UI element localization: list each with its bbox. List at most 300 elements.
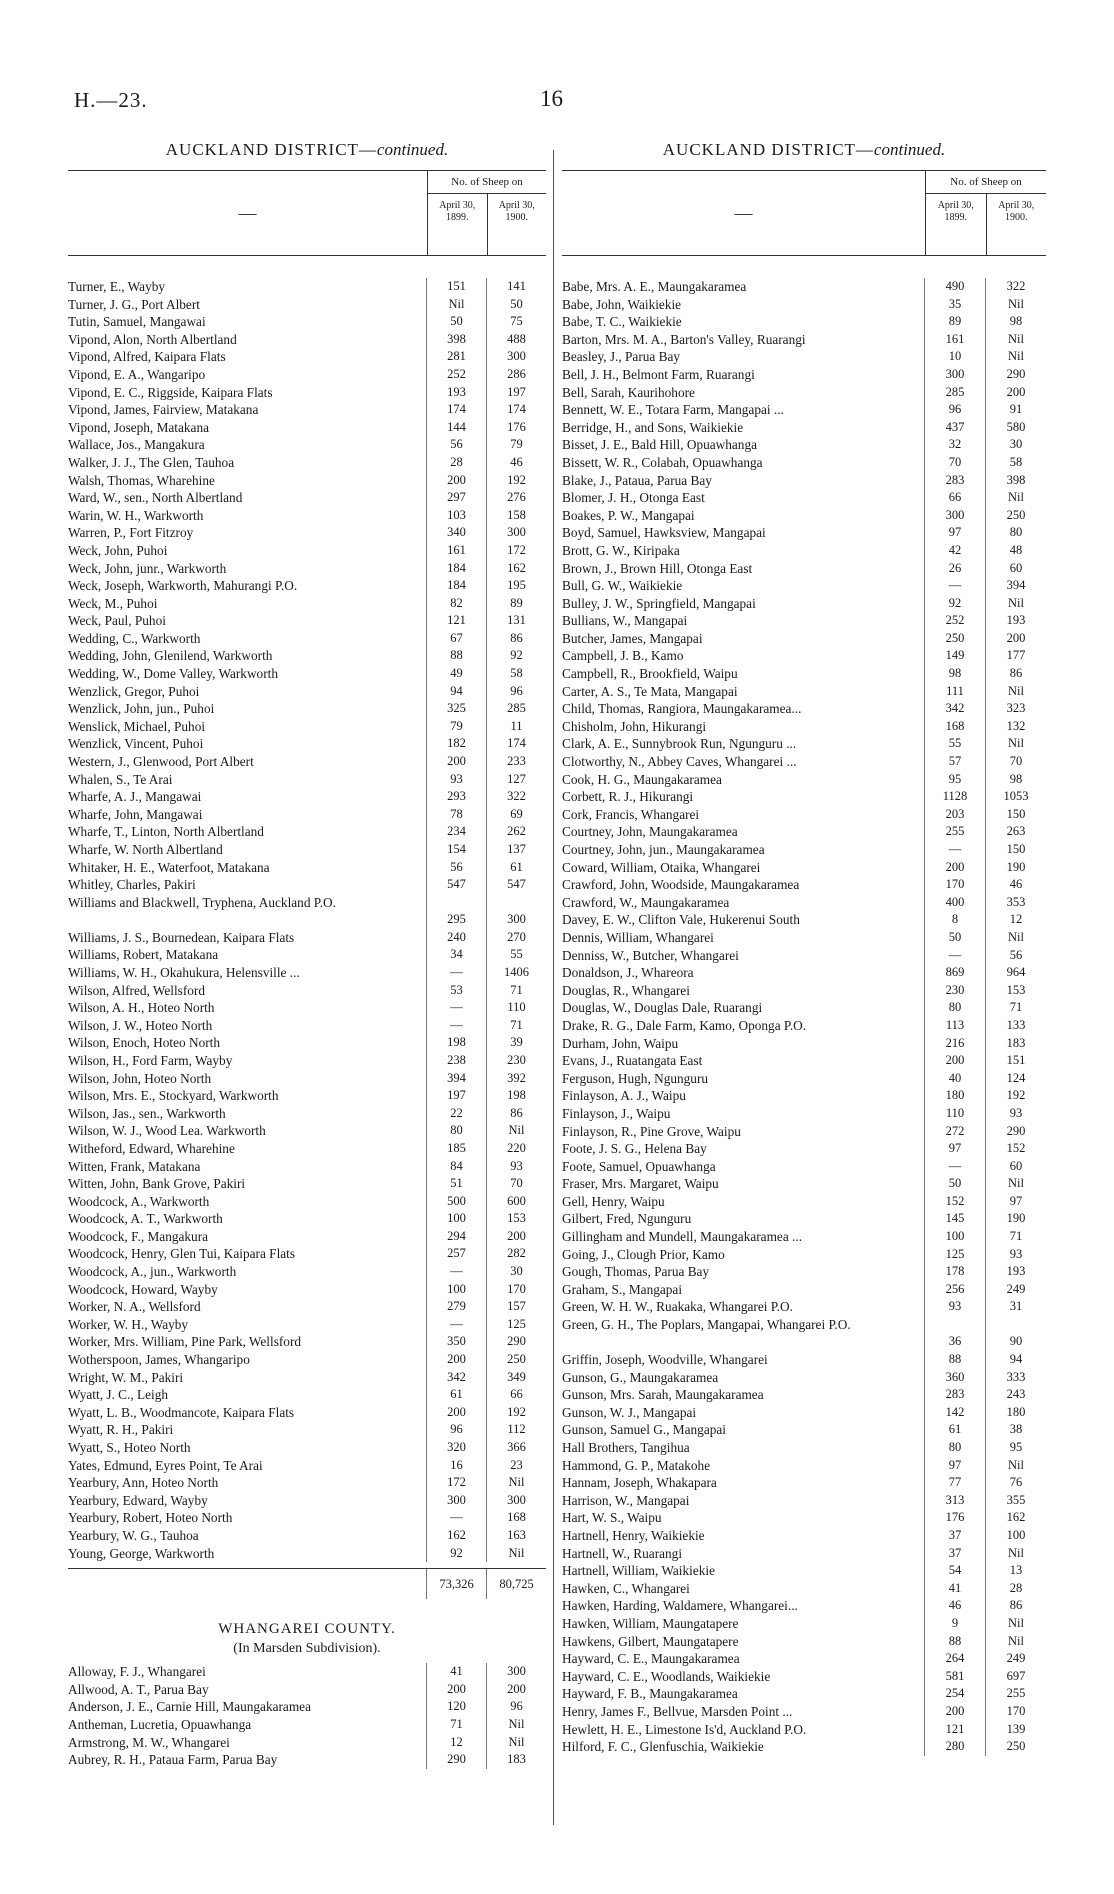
sheep-count-1900: 98 (985, 771, 1046, 789)
sheep-count-1900: 95 (985, 1439, 1046, 1457)
left-total-1899: 73,326 (426, 1569, 486, 1599)
sheep-count-1899: — (924, 1158, 985, 1176)
table-row (68, 1140, 546, 1158)
right-rows (562, 278, 1046, 1756)
table-row (68, 771, 546, 789)
table-row (562, 1492, 1046, 1510)
sheep-count-1899: 40 (924, 1070, 985, 1088)
holder-name: Wilson, A. H., Hoteo North (68, 1000, 215, 1016)
right-header-year-1899: April 30, 1899. (937, 200, 974, 223)
table-row (68, 1175, 546, 1193)
holder-name: Aubrey, R. H., Pataua Farm, Parua Bay (68, 1752, 278, 1768)
table-row (68, 577, 546, 595)
holder-name: Woodcock, F., Mangakura (68, 1228, 209, 1244)
table-row (68, 1351, 546, 1369)
sheep-count-1899: 293 (426, 788, 486, 806)
holder-name: Clotworthy, N., Abbey Caves, Whangarei ... (562, 754, 797, 770)
sheep-count-1900: 355 (985, 1492, 1046, 1510)
sheep-count-1899: 283 (924, 472, 985, 490)
sheep-count-1899: 172 (426, 1474, 486, 1492)
holder-name: Wenzlick, Vincent, Puhoi (68, 736, 204, 752)
sheep-count-1900: 158 (486, 507, 546, 525)
sheep-count-1899: 200 (426, 1351, 486, 1369)
sheep-count-1899: 149 (924, 647, 985, 665)
sheep-count-1900: Nil (486, 1545, 546, 1563)
sheep-count-1900: Nil (985, 929, 1046, 947)
column-divider (553, 150, 554, 1825)
holder-name: Durham, John, Waipu (562, 1035, 679, 1051)
sheep-count-1899: 197 (426, 1087, 486, 1105)
sheep-count-1900: 300 (486, 894, 546, 929)
holder-name: Wilson, Alfred, Wellsford (68, 982, 206, 998)
holder-name: Crawford, W., Maungakaramea (562, 894, 730, 910)
table-row (68, 612, 546, 630)
holder-name: Blake, J., Pataua, Parua Bay (562, 472, 712, 488)
table-row (562, 911, 1046, 929)
table-row (68, 1281, 546, 1299)
holder-name: Wharfe, T., Linton, North Albertland (68, 824, 264, 840)
sheep-count-1900: 394 (985, 577, 1046, 595)
table-row (68, 1492, 546, 1510)
table-row (562, 524, 1046, 542)
table-row (68, 1263, 546, 1281)
sheep-count-1899: 42 (924, 542, 985, 560)
table-row (562, 1140, 1046, 1158)
sheep-count-1899: 290 (426, 1751, 486, 1769)
sheep-count-1900: 131 (486, 612, 546, 630)
holder-name: Hawken, C., Whangarei (562, 1580, 690, 1596)
holder-name: Yearbury, Robert, Hoteo North (68, 1510, 233, 1526)
table-row (68, 331, 546, 349)
holder-name: Dennis, William, Whangarei (562, 929, 714, 945)
table-row (68, 630, 546, 648)
holder-name: Harrison, W., Mangapai (562, 1492, 690, 1508)
table-row (68, 1298, 546, 1316)
sheep-count-1900: Nil (985, 683, 1046, 701)
table-row (68, 929, 546, 947)
sheep-count-1900: 46 (985, 876, 1046, 894)
table-row (562, 876, 1046, 894)
table-row (562, 542, 1046, 560)
sheep-count-1899: 97 (924, 1457, 985, 1475)
table-row (562, 1351, 1046, 1369)
sheep-count-1900: 58 (486, 665, 546, 683)
table-row (562, 1738, 1046, 1756)
sheep-count-1899: 61 (924, 1421, 985, 1439)
holder-name: Anderson, J. E., Carnie Hill, Maungakaramea (68, 1699, 311, 1715)
table-row (562, 560, 1046, 578)
holder-name: Hawkens, Gilbert, Maungatapere (562, 1633, 739, 1649)
holder-name: Wharfe, John, Mangawai (68, 806, 203, 822)
sheep-count-1900: Nil (985, 735, 1046, 753)
left-rows-county (68, 1663, 546, 1769)
sheep-count-1899: — (426, 1017, 486, 1035)
sheep-count-1899: 93 (426, 771, 486, 789)
sheep-count-1900: 137 (486, 841, 546, 859)
holder-name: Ferguson, Hugh, Ngunguru (562, 1070, 709, 1086)
holder-name: Fraser, Mrs. Margaret, Waipu (562, 1176, 719, 1192)
holder-name: Worker, N. A., Wellsford (68, 1299, 201, 1315)
table-row (562, 647, 1046, 665)
holder-name: Butcher, James, Mangapai (562, 630, 703, 646)
sheep-count-1899: 300 (426, 1492, 486, 1510)
table-row (68, 788, 546, 806)
table-row (562, 1668, 1046, 1686)
table-row (562, 859, 1046, 877)
sheep-count-1899: 67 (426, 630, 486, 648)
holder-name: Finlayson, R., Pine Grove, Waipu (562, 1123, 741, 1139)
holder-name: Antheman, Lucretia, Opuawhanga (68, 1716, 252, 1732)
holder-name: Wilson, Mrs. E., Stockyard, Warkworth (68, 1088, 279, 1104)
sheep-count-1900: 180 (985, 1404, 1046, 1422)
holder-name: Chisholm, John, Hikurangi (562, 718, 707, 734)
sheep-count-1899: 34 (426, 946, 486, 964)
holder-name: Warin, W. H., Warkworth (68, 507, 204, 523)
sheep-count-1899: 176 (924, 1509, 985, 1527)
sheep-count-1900: 300 (486, 1492, 546, 1510)
sheep-count-1899: 22 (426, 1105, 486, 1123)
table-row (68, 278, 546, 296)
sheep-count-1899: 250 (924, 630, 985, 648)
sheep-count-1899: — (924, 947, 985, 965)
table-row (562, 1263, 1046, 1281)
sheep-count-1899: 78 (426, 806, 486, 824)
sheep-count-1900: 697 (985, 1668, 1046, 1686)
holder-name: Drake, R. G., Dale Farm, Kamo, Oponga P.O. (562, 1017, 807, 1033)
holder-name: Coward, William, Otaika, Whangarei (562, 859, 761, 875)
sheep-count-1900: 39 (486, 1034, 546, 1052)
sheep-count-1900: Nil (985, 296, 1046, 314)
sheep-count-1900: 200 (985, 384, 1046, 402)
sheep-count-1899: 340 (426, 524, 486, 542)
sheep-count-1899: 79 (426, 718, 486, 736)
table-row (68, 1404, 546, 1422)
sheep-count-1899: 500 (426, 1193, 486, 1211)
sheep-count-1900: 94 (985, 1351, 1046, 1369)
sheep-count-1899: 111 (924, 683, 985, 701)
sheep-count-1899: 184 (426, 560, 486, 578)
holder-name: Campbell, J. B., Kamo (562, 648, 684, 664)
holder-name: Weck, Joseph, Warkworth, Mahurangi P.O. (68, 578, 298, 594)
holder-name: Foote, J. S. G., Helena Bay (562, 1141, 707, 1157)
sheep-count-1900: 174 (486, 735, 546, 753)
sheep-count-1900: 152 (985, 1140, 1046, 1158)
sheep-count-1900: 70 (985, 753, 1046, 771)
holder-name: Carter, A. S., Te Mata, Mangapai (562, 683, 738, 699)
holder-name: Bennett, W. E., Totara Farm, Mangapai ... (562, 402, 784, 418)
left-header-sheep-label: No. of Sheep on (428, 171, 546, 194)
table-row (562, 823, 1046, 841)
table-row (562, 384, 1046, 402)
sheep-count-1899: 200 (924, 1052, 985, 1070)
holder-name: Hall Brothers, Tangihua (562, 1440, 690, 1455)
sheep-count-1900: 58 (985, 454, 1046, 472)
sheep-count-1900: 200 (985, 630, 1046, 648)
holder-name: Wenzlick, John, jun., Puhoi (68, 701, 215, 717)
holder-name: Wedding, W., Dome Valley, Warkworth (68, 666, 278, 682)
table-row (68, 1052, 546, 1070)
sheep-count-1899: 254 (924, 1685, 985, 1703)
holder-name: Ward, W., sen., North Albertland (68, 490, 243, 506)
sheep-count-1899: 50 (426, 313, 486, 331)
table-row (562, 419, 1046, 437)
table-row (562, 665, 1046, 683)
holder-name: Armstrong, M. W., Whangarei (68, 1734, 230, 1750)
table-row (562, 1281, 1046, 1299)
sheep-count-1900: 93 (985, 1105, 1046, 1123)
sheep-count-1899: 80 (924, 999, 985, 1017)
sheep-count-1899: 92 (924, 595, 985, 613)
holder-name: Bullians, W., Mangapai (562, 613, 688, 629)
table-row (68, 753, 546, 771)
table-row (562, 1545, 1046, 1563)
table-row (562, 1509, 1046, 1527)
table-row (68, 718, 546, 736)
holder-name: Woodcock, A., jun., Warkworth (68, 1264, 237, 1280)
sheep-count-1899: 294 (426, 1228, 486, 1246)
table-row (562, 1158, 1046, 1176)
sheep-count-1899: 151 (426, 278, 486, 296)
sheep-count-1899: 9 (924, 1615, 985, 1633)
table-row (562, 577, 1046, 595)
sheep-count-1900: 153 (486, 1210, 546, 1228)
sheep-count-1900: 151 (985, 1052, 1046, 1070)
sheep-count-1900: 193 (985, 1263, 1046, 1281)
page-number: 16 (540, 86, 563, 111)
sheep-count-1900: 30 (486, 1263, 546, 1281)
sheep-count-1900: 197 (486, 384, 546, 402)
table-row (68, 384, 546, 402)
table-row (68, 507, 546, 525)
sheep-count-1900: 190 (985, 1210, 1046, 1228)
holder-name: Gunson, Samuel G., Mangapai (562, 1422, 726, 1438)
holder-name: Alloway, F. J., Whangarei (68, 1664, 206, 1680)
table-row (68, 1527, 546, 1545)
sheep-count-1899: 100 (426, 1281, 486, 1299)
table-row (562, 788, 1046, 806)
table-row (562, 1703, 1046, 1721)
left-rows (68, 278, 546, 1562)
left-header-sheep (427, 171, 546, 255)
holder-name: Barton, Mrs. M. A., Barton's Valley, Ruarangi (562, 331, 806, 347)
sheep-count-1899: 342 (426, 1369, 486, 1387)
holder-name: Courtney, John, jun., Maungakaramea (562, 842, 765, 857)
sheep-count-1899: 490 (924, 278, 985, 296)
sheep-count-1899: 57 (924, 753, 985, 771)
sheep-count-1900: 89 (486, 595, 546, 613)
table-row (68, 1545, 546, 1563)
holder-name: Bell, J. H., Belmont Farm, Ruarangi (562, 366, 755, 382)
table-row (68, 1663, 546, 1681)
holder-name: Graham, S., Mangapai (562, 1281, 683, 1297)
sheep-count-1899: 98 (924, 665, 985, 683)
sheep-count-1900: 250 (985, 1738, 1046, 1756)
sheep-count-1900: 353 (985, 894, 1046, 912)
holder-name: Yearbury, Edward, Wayby (68, 1492, 208, 1508)
holder-name: Hilford, F. C., Glenfuschia, Waikiekie (562, 1739, 764, 1755)
table-row (562, 964, 1046, 982)
table-row (562, 1527, 1046, 1545)
sheep-count-1900: 86 (985, 665, 1046, 683)
holder-name: Hayward, C. E., Maungakaramea (562, 1651, 740, 1667)
sheep-count-1899: 350 (426, 1333, 486, 1351)
holder-name: Woodcock, A., Warkworth (68, 1193, 210, 1209)
right-district-title (562, 140, 1046, 166)
table-row (68, 489, 546, 507)
holder-name: Williams, W. H., Okahukura, Helensville ... (68, 964, 300, 980)
sheep-count-1900: Nil (985, 1175, 1046, 1193)
holder-name: Hawken, Harding, Waldamere, Whangarei... (562, 1598, 798, 1614)
table-row (562, 1474, 1046, 1492)
sheep-count-1900: 349 (486, 1369, 546, 1387)
sheep-count-1899: 77 (924, 1474, 985, 1492)
sheep-count-1900: 233 (486, 753, 546, 771)
holder-name: Whalen, S., Te Arai (68, 771, 173, 787)
sheep-count-1900: 79 (486, 436, 546, 454)
table-row (68, 1421, 546, 1439)
sheep-count-1900: 55 (486, 946, 546, 964)
table-row (68, 1105, 546, 1123)
sheep-count-1899: 581 (924, 1668, 985, 1686)
table-row (562, 1633, 1046, 1651)
sheep-count-1900: 286 (486, 366, 546, 384)
sheep-count-1899: — (426, 964, 486, 982)
sheep-count-1900: Nil (985, 331, 1046, 349)
sheep-count-1900: 174 (486, 401, 546, 419)
sheep-count-1899: 54 (924, 1562, 985, 1580)
holder-name: Hewlett, H. E., Limestone Is'd, Auckland P.O. (562, 1721, 807, 1737)
sheep-count-1899: 170 (924, 876, 985, 894)
table-row (562, 1175, 1046, 1193)
sheep-count-1899: 46 (924, 1597, 985, 1615)
table-row (68, 683, 546, 701)
sheep-count-1900: 38 (985, 1421, 1046, 1439)
sheep-count-1899: 66 (924, 489, 985, 507)
holder-name: Woodcock, A. T., Warkworth (68, 1211, 223, 1227)
holder-name: Williams, J. S., Bournedean, Kaipara Flats (68, 929, 295, 945)
table-row (68, 1369, 546, 1387)
sheep-count-1899: 200 (924, 1703, 985, 1721)
sheep-count-1900: 282 (486, 1245, 546, 1263)
holder-name: Gell, Henry, Waipu (562, 1193, 665, 1209)
sheep-count-1899: 256 (924, 1281, 985, 1299)
table-row (68, 665, 546, 683)
holder-name: Wilson, W. J., Wood Lea. Warkworth (68, 1123, 266, 1139)
table-row (562, 1123, 1046, 1141)
sheep-count-1899: — (426, 1509, 486, 1527)
holder-name: Bulley, J. W., Springfield, Mangapai (562, 595, 756, 611)
sheep-count-1900: 398 (985, 472, 1046, 490)
holder-name: Gillingham and Mundell, Maungakaramea ... (562, 1229, 803, 1245)
sheep-count-1900: 285 (486, 700, 546, 718)
table-row (68, 560, 546, 578)
right-header-sheep-label: No. of Sheep on (926, 171, 1046, 194)
table-row (68, 982, 546, 1000)
sheep-count-1900: 110 (486, 999, 546, 1017)
holder-name: Gilbert, Fred, Ngunguru (562, 1211, 692, 1227)
table-row (68, 1070, 546, 1088)
holder-name: Griffin, Joseph, Woodville, Whangarei (562, 1352, 768, 1368)
table-row (562, 683, 1046, 701)
holder-name: Clark, A. E., Sunnybrook Run, Ngunguru ... (562, 736, 797, 752)
sheep-count-1900: Nil (486, 1122, 546, 1140)
sheep-count-1900: 97 (985, 1193, 1046, 1211)
sheep-count-1899: 200 (924, 859, 985, 877)
table-row (562, 313, 1046, 331)
table-row (562, 595, 1046, 613)
table-row (562, 1087, 1046, 1105)
sheep-count-1900: 70 (486, 1175, 546, 1193)
sheep-count-1899: 394 (426, 1070, 486, 1088)
sheep-count-1900: 12 (985, 911, 1046, 929)
holder-name: Woodcock, Howard, Wayby (68, 1281, 218, 1297)
table-row (68, 964, 546, 982)
holder-name: Campbell, R., Brookfield, Waipu (562, 666, 738, 682)
holder-name: Wilson, John, Hoteo North (68, 1070, 212, 1086)
holder-name: Going, J., Clough Prior, Kamo (562, 1246, 725, 1262)
holder-name: Wedding, John, Glenilend, Warkworth (68, 648, 273, 664)
table-row (68, 1698, 546, 1716)
table-row (562, 894, 1046, 912)
sheep-count-1900: 92 (486, 647, 546, 665)
left-column (68, 140, 546, 1820)
sheep-count-1899: 88 (924, 1633, 985, 1651)
sheep-count-1899: 193 (426, 384, 486, 402)
sheep-count-1899: — (426, 1316, 486, 1334)
sheep-count-1900: 112 (486, 1421, 546, 1439)
sheep-count-1900: 71 (985, 999, 1046, 1017)
sheep-count-1899: 70 (924, 454, 985, 472)
holder-name: Bissett, W. R., Colabah, Opuawhanga (562, 454, 763, 470)
sheep-count-1899: 97 (924, 1140, 985, 1158)
sheep-count-1900: 56 (985, 947, 1046, 965)
table-row (562, 735, 1046, 753)
table-row (68, 735, 546, 753)
sheep-count-1900: 262 (486, 823, 546, 841)
table-row (68, 1210, 546, 1228)
holder-name: Hammond, G. P., Matakohe (562, 1457, 711, 1473)
holder-name: Woodcock, Henry, Glen Tui, Kaipara Flats (68, 1246, 296, 1262)
sheep-count-1900: 76 (985, 1474, 1046, 1492)
sheep-count-1900: 48 (985, 542, 1046, 560)
holder-name: Wotherspoon, James, Whangaripo (68, 1352, 250, 1368)
holder-name: Gunson, G., Maungakaramea (562, 1369, 719, 1385)
table-row (68, 999, 546, 1017)
table-row (68, 1681, 546, 1699)
holder-name: Wright, W. M., Pakiri (68, 1369, 184, 1385)
sheep-count-1900: 86 (486, 630, 546, 648)
sheep-count-1899: 142 (924, 1404, 985, 1422)
sheep-count-1900: 290 (486, 1333, 546, 1351)
sheep-count-1900: 193 (985, 612, 1046, 630)
sheep-count-1900: 86 (985, 1597, 1046, 1615)
holder-name: Davey, E. W., Clifton Vale, Hukerenui South (562, 912, 800, 928)
sheep-count-1900: 133 (985, 1017, 1046, 1035)
sheep-count-1900: 249 (985, 1650, 1046, 1668)
sheep-count-1899: 279 (426, 1298, 486, 1316)
holder-name: Crawford, John, Woodside, Maungakaramea (562, 877, 800, 893)
holder-name: Wilson, H., Ford Farm, Wayby (68, 1052, 233, 1068)
sheep-count-1899: 94 (426, 683, 486, 701)
holder-name: Yates, Edmund, Eyres Point, Te Arai (68, 1457, 263, 1473)
holder-name: Wedding, C., Warkworth (68, 630, 201, 646)
holder-name: Bisset, J. E., Bald Hill, Opuawhanga (562, 437, 757, 453)
sheep-count-1900: 270 (486, 929, 546, 947)
sheep-count-1900: Nil (486, 1474, 546, 1492)
sheep-count-1899: 89 (924, 313, 985, 331)
sheep-count-1899: 28 (426, 454, 486, 472)
sheep-count-1899: 121 (924, 1721, 985, 1739)
